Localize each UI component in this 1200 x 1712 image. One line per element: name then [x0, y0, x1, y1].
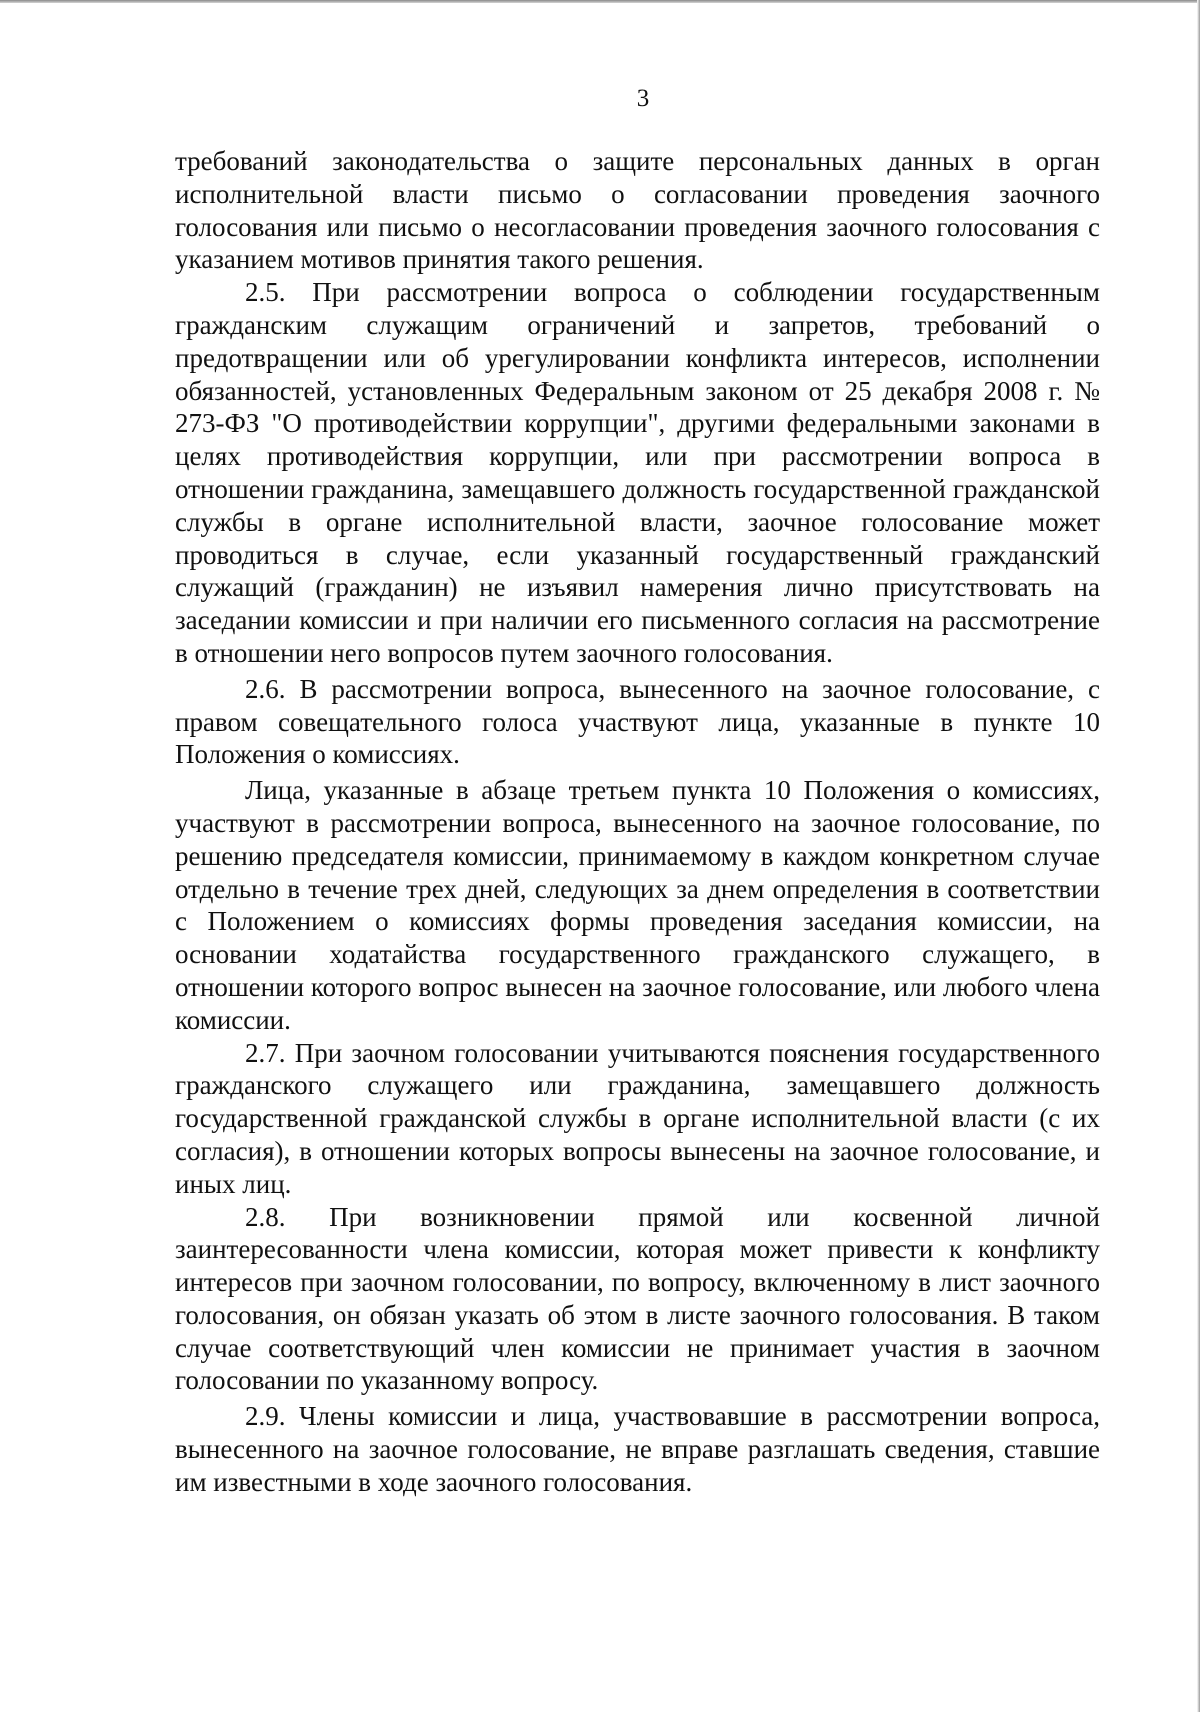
- paragraph-2-8: 2.8. При возникновении прямой или косвенной личной заинтересованности члена комиссии, которая может привести к конфликту интересов при заочном голосовании, по вопросу, включенному в лист заочного голосования, он обязан указать об этом в листе заочного голосования. В таком случае соответствующий член комиссии не принимает участия в заочном голосовании по указанному вопросу.: [175, 1201, 1100, 1396]
- paragraph-2-7: 2.7. При заочном голосовании учитываются пояснения государственного гражданского служащего или гражданина, замещавшего должность государственной гражданской службы в органе исполнительной власти (с их согласия), в отношении которых вопросы вынесены на заочное голосование, и иных лиц.: [175, 1037, 1100, 1199]
- paragraph-2-6-part-2: Лица, указанные в абзаце третьем пункта 10 Положения о комиссиях, участвуют в рассмотрении вопроса, вынесенного на заочное голосование, по решению председателя комиссии, принимаемому в каждом конкретном случае отдельно в течение трех дней, следующих за днем определения в соответствии с Положением о комиссиях формы проведения заседания комиссии, на основании ходатайства государственного гражданского служащего, в отношении которого вопрос вынесен на заочное голосование, или любого члена комиссии.: [175, 775, 1100, 1035]
- paragraph-2-5: 2.5. При рассмотрении вопроса о соблюдении государственным гражданским служащим ограничений и запретов, требований о предотвращении или об урегулировании конфликта интересов, исполнении обязанностей, установленных Федеральным законом от 25 декабря 2008 г. № 273-ФЗ "О противодействии коррупции", другими федеральными законами в целях противодействия коррупции, или при рассмотрении вопроса в отношении гражданина, замещавшего должность государственной гражданской службы в органе исполнительной власти, заочное голосование может проводиться в случае, если указанный государственный гражданский служащий (гражданин) не изъявил намерения лично присутствовать на заседании комиссии и при наличии его письменного согласия на рассмотрение в отношении него вопросов путем заочного голосования.: [175, 277, 1100, 668]
- document-body: [175, 145, 1100, 1499]
- paragraph-2-6: 2.6. В рассмотрении вопроса, вынесенного на заочное голосование, с правом совещательного голоса участвуют лица, указанные в пункте 10 Положения о комиссиях.: [175, 673, 1100, 770]
- paragraph-continuation: требований законодательства о защите персональных данных в орган исполнительной власти письмо о согласовании проведения заочного голосования или письмо о несогласовании проведения заочного голосования с указанием мотивов принятия такого решения.: [175, 146, 1100, 275]
- paragraph-2-9: 2.9. Члены комиссии и лица, участвовавшие в рассмотрении вопроса, вынесенного на заочное голосование, не вправе разглашать сведения, ставшие им известными в ходе заочного голосования.: [175, 1401, 1100, 1497]
- page-number: 3: [636, 85, 650, 112]
- scan-top-edge: [0, 0, 1200, 3]
